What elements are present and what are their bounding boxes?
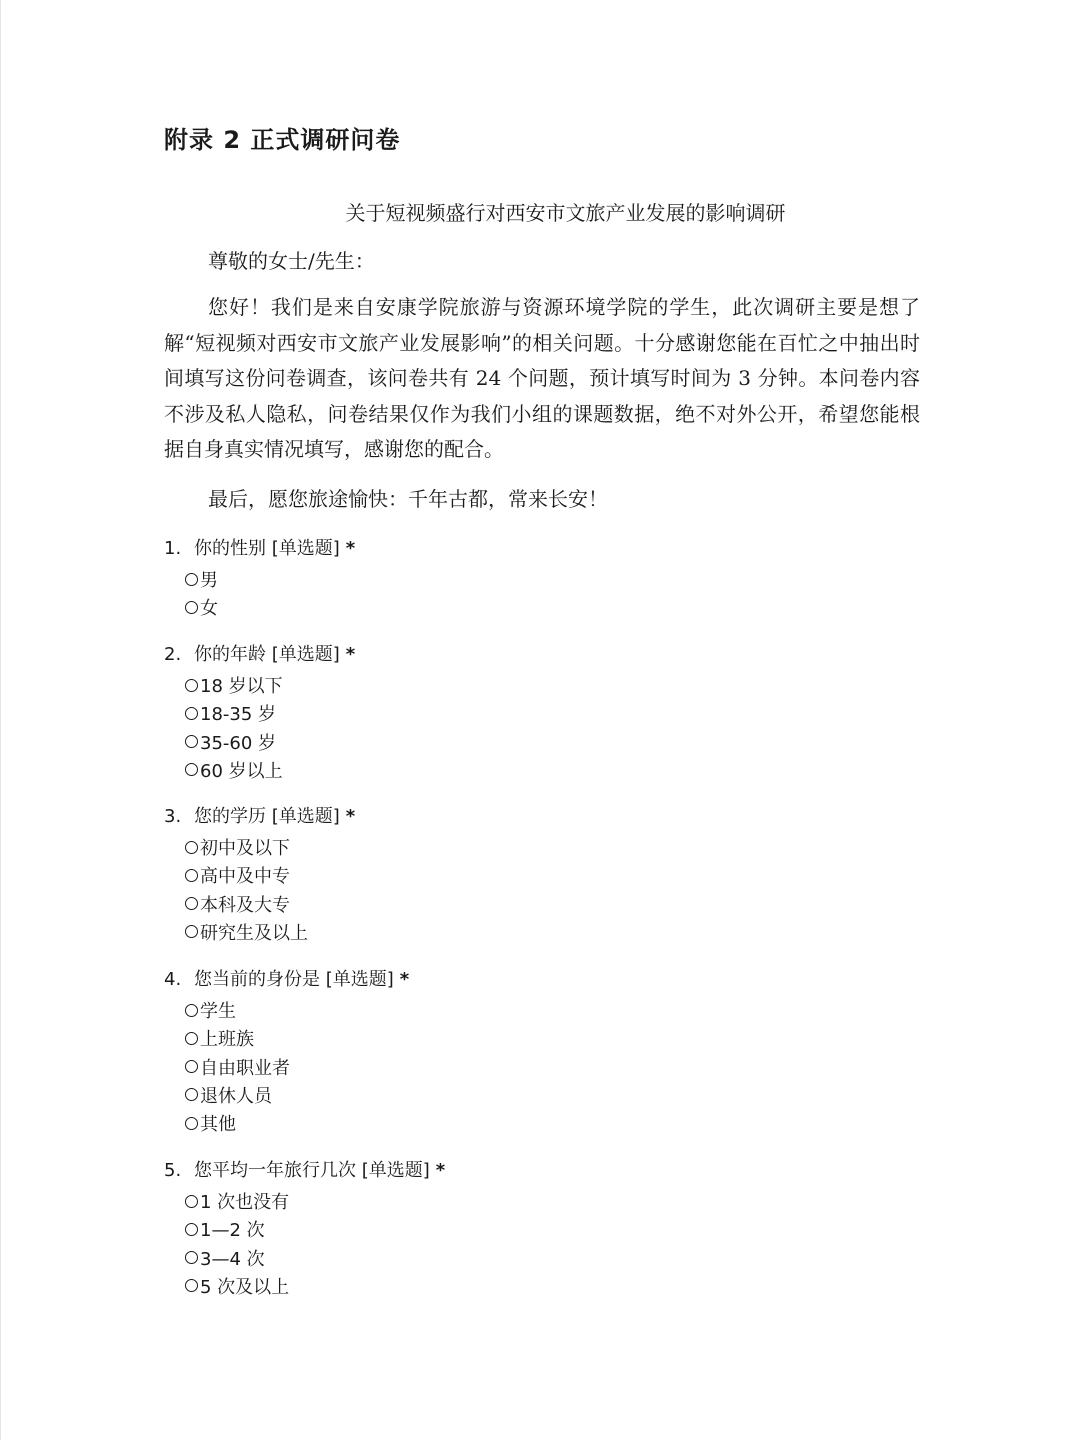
radio-empty-icon[interactable] [185,573,198,586]
option-list [164,567,355,624]
question-type: [单选题] [271,644,340,665]
option-never[interactable] [185,1189,445,1217]
option-label: 35-60 岁 [200,732,277,754]
option-bachelor[interactable] [185,892,355,920]
radio-empty-icon[interactable] [185,1060,198,1073]
option-label: 3—4 次 [200,1248,265,1270]
option-female[interactable] [185,595,355,623]
option-list [164,1189,445,1302]
required-mark: * [435,1160,446,1181]
radio-empty-icon[interactable] [185,1032,198,1045]
question-header [164,803,355,831]
question-header [164,641,355,669]
option-freelancer[interactable] [185,1055,409,1083]
question-type: [单选题] [271,538,340,559]
required-mark: * [399,969,410,990]
radio-empty-icon[interactable] [185,897,198,910]
option-under-18[interactable] [185,673,355,701]
option-high-school[interactable] [185,863,355,891]
radio-empty-icon[interactable] [185,763,198,776]
radio-empty-icon[interactable] [185,841,198,854]
radio-empty-icon[interactable] [185,1251,198,1264]
radio-empty-icon[interactable] [185,707,198,720]
question-type: [单选题] [271,806,340,827]
closing-line: 最后，愿您旅途愉快：千年古都，常来长安！ [208,487,608,511]
option-student[interactable] [185,998,409,1026]
option-label: 研究生及以上 [200,922,308,944]
question-number: 1. [164,538,182,559]
option-35-60[interactable] [185,730,355,758]
option-label: 初中及以下 [200,838,290,859]
radio-empty-icon[interactable] [185,869,198,882]
question-number: 4. [164,969,182,990]
question-number: 5. [164,1160,182,1181]
required-mark: * [345,538,356,559]
option-other[interactable] [185,1111,409,1139]
option-5-plus-times[interactable] [185,1274,445,1302]
option-3-4-times[interactable] [185,1246,445,1274]
radio-empty-icon[interactable] [185,1088,198,1101]
question-header [164,966,409,994]
option-label: 18-35 岁 [200,704,277,726]
option-postgraduate[interactable] [185,920,355,948]
question-text: 您当前的身份是 [194,969,320,990]
question-type: [单选题] [325,969,394,990]
option-18-35[interactable] [185,701,355,729]
radio-empty-icon[interactable] [185,1004,198,1017]
question-number: 3. [164,806,182,827]
option-label: 男 [200,570,218,591]
option-label: 退休人员 [200,1085,272,1107]
question-1 [164,535,355,624]
option-label: 18 岁以下 [200,676,283,697]
option-label: 本科及大专 [200,894,290,916]
radio-empty-icon[interactable] [185,1195,198,1208]
question-text: 你的性别 [194,538,266,559]
question-5 [164,1157,445,1302]
intro-paragraph: 您好！我们是来自安康学院旅游与资源环境学院的学生，此次调研主要是想了解“短视频对西安市文旅产业发展影响”的相关问题。十分感谢您能在百忙之中抽出时间填写这份问卷调查，该问卷共有 24 个问题，预计填写时间为 3 分钟。本问卷内容不涉及私人隐私，问卷结果仅作为我们小组的课题数据，绝不对外公开，希望您能根据自身真实情况填写，感谢您的配合。 [164,295,920,461]
radio-empty-icon[interactable] [185,735,198,748]
radio-empty-icon[interactable] [185,1223,198,1236]
option-list [164,673,355,786]
question-text: 你的年龄 [194,644,266,665]
option-label: 自由职业者 [200,1057,290,1079]
radio-empty-icon[interactable] [185,925,198,938]
option-label: 60 岁以上 [200,760,283,782]
option-retired[interactable] [185,1083,409,1111]
option-male[interactable] [185,567,355,595]
required-mark: * [345,806,356,827]
option-label: 5 次及以上 [200,1276,290,1298]
option-label: 1 次也没有 [200,1192,290,1213]
appendix-title: 附录 2 正式调研问卷 [164,126,401,154]
question-3 [164,803,355,948]
option-over-60[interactable] [185,758,355,786]
radio-empty-icon[interactable] [185,1117,198,1130]
option-list [164,835,355,948]
option-label: 上班族 [200,1029,254,1051]
question-text: 您平均一年旅行几次 [194,1160,356,1181]
question-number: 2. [164,644,182,665]
radio-empty-icon[interactable] [185,1279,198,1292]
option-label: 女 [200,598,218,620]
radio-empty-icon[interactable] [185,679,198,692]
option-label: 学生 [200,1001,236,1022]
option-label: 其他 [200,1114,236,1136]
question-text: 您的学历 [194,806,266,827]
option-label: 高中及中专 [200,866,290,888]
question-4 [164,966,409,1139]
question-type: [单选题] [361,1160,430,1181]
option-office-worker[interactable] [185,1026,409,1054]
question-2 [164,641,355,786]
option-1-2-times[interactable] [185,1217,445,1245]
option-junior-high[interactable] [185,835,355,863]
radio-empty-icon[interactable] [185,601,198,614]
required-mark: * [345,644,356,665]
survey-title: 关于短视频盛行对西安市文旅产业发展的影响调研 [345,201,786,225]
salutation: 尊敬的女士/先生： [208,249,375,273]
question-header [164,1157,445,1185]
option-label: 1—2 次 [200,1220,265,1242]
question-header [164,535,355,563]
option-list [164,998,409,1139]
